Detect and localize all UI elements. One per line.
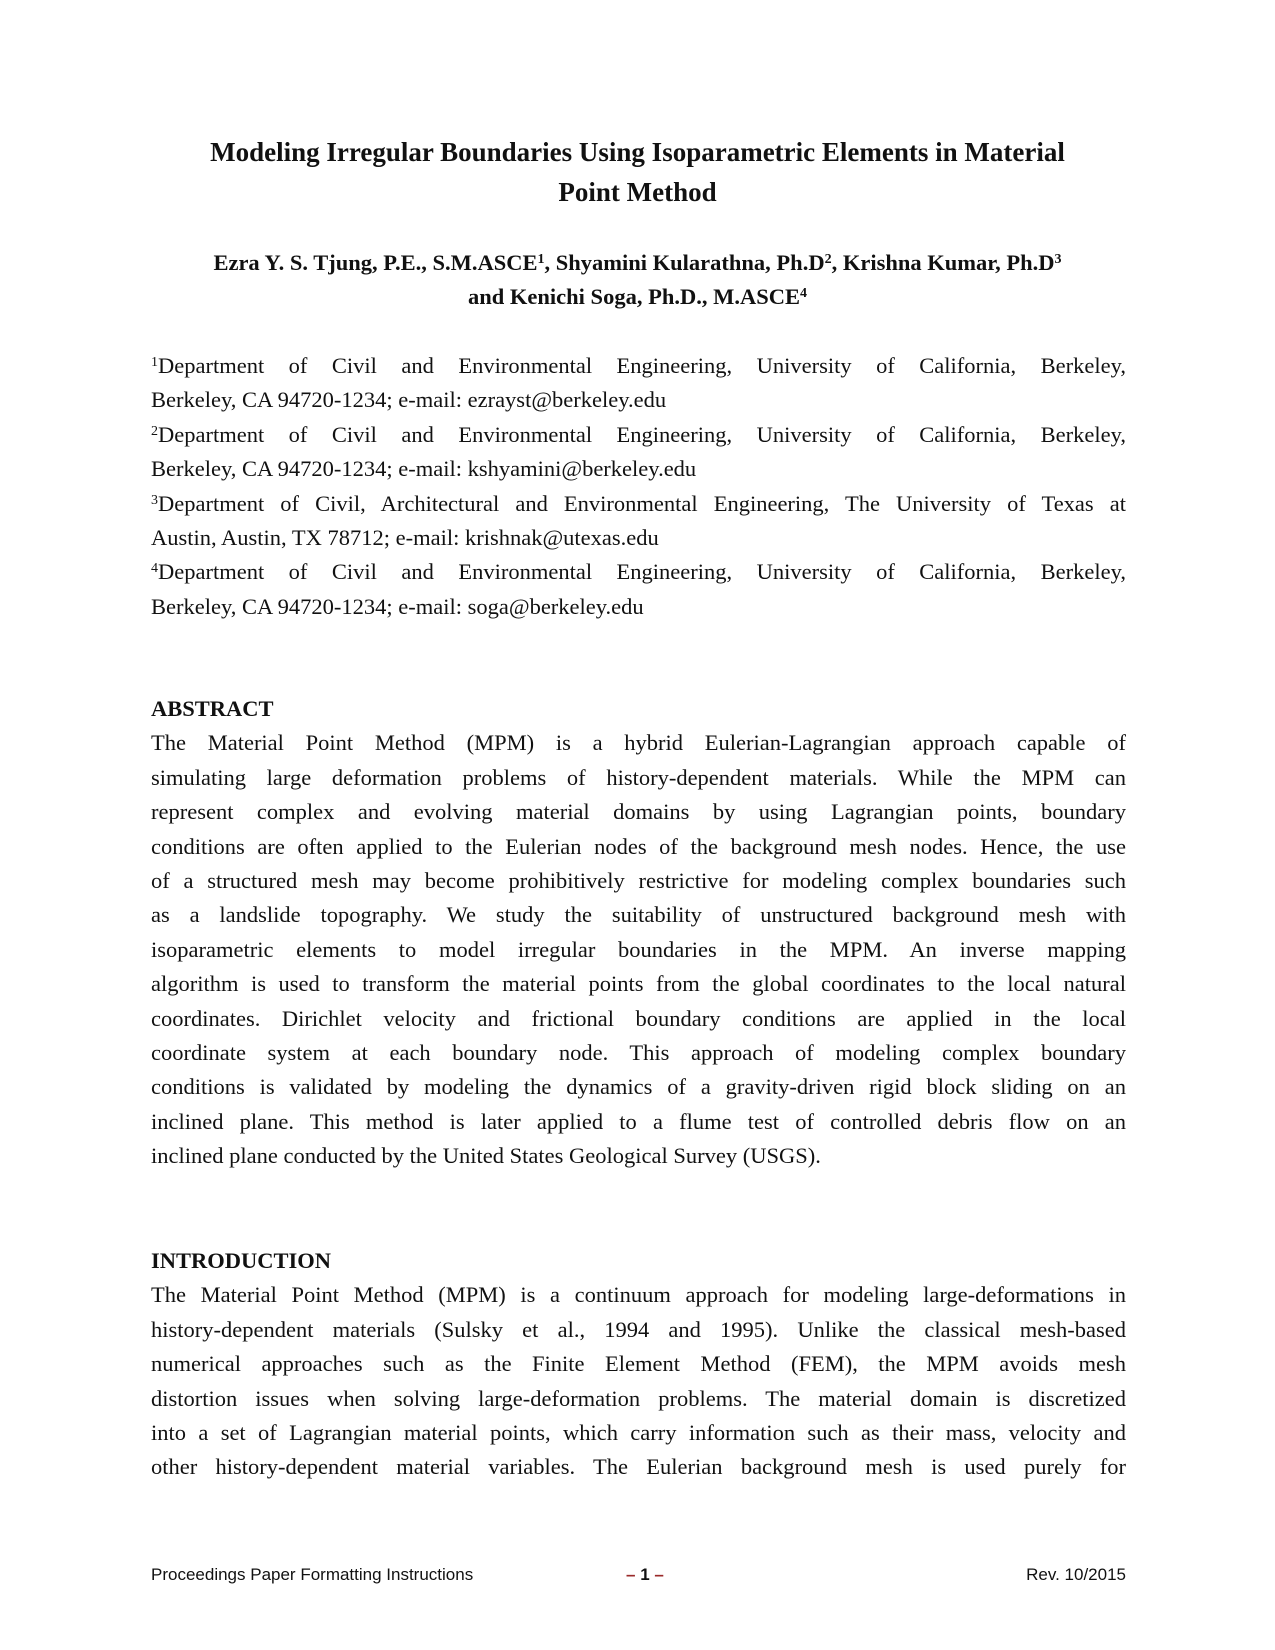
affiliations [151, 349, 1126, 624]
separator: , [544, 250, 556, 275]
affiliation-text: Department of Civil, Architectural and Environmental Engineering, The University of Texas at [158, 490, 1126, 516]
separator: , [831, 250, 843, 275]
abstract-heading: ABSTRACT [151, 696, 274, 721]
abstract-body [151, 726, 1126, 1173]
text-line: isoparametric elements to model irregular boundaries in the MPM. An inverse mapping [151, 936, 1126, 962]
affiliation-line [151, 521, 1126, 555]
text-line: other history-dependent material variables. The Eulerian background mesh is used purely for [151, 1454, 1126, 1480]
text-line: simulating large deformation problems of history-dependent materials. While the MPM can [151, 764, 1126, 790]
page-number [626, 1565, 664, 1585]
author-name: and Kenichi Soga, Ph.D., M.ASCE [468, 284, 800, 309]
title-line: Point Method [558, 177, 717, 207]
author-name: Krishna Kumar, Ph.D [842, 250, 1055, 275]
affiliation-line [151, 418, 1126, 452]
author-name: Ezra Y. S. Tjung, P.E., S.M.ASCE [213, 250, 538, 275]
text-line: inclined plane. This method is later applied to a flume test of controlled debris flow on an [151, 1108, 1126, 1134]
author-name: Shyamini Kularathna, Ph.D [555, 250, 825, 275]
introduction-body [151, 1278, 1126, 1484]
text-line: conditions are often applied to the Eulerian nodes of the background mesh nodes. Hence, the use [151, 833, 1126, 859]
author-line [0, 280, 1275, 314]
author-affil-sup: 2 [824, 252, 832, 267]
dash: – [626, 1565, 636, 1584]
affiliation-line [151, 590, 1126, 624]
affiliation-sup: 3 [151, 492, 158, 508]
affiliation-line [151, 349, 1126, 383]
author-list [0, 246, 1275, 314]
affiliation-line [151, 383, 1126, 417]
affiliation-line [151, 555, 1126, 589]
affiliation-line [151, 487, 1126, 521]
affiliation-text: Department of Civil and Environmental Engineering, University of California, Berkeley, [158, 559, 1126, 585]
author-affil-sup: 4 [799, 286, 807, 301]
affiliation-sup: 2 [151, 423, 158, 439]
title-line: Modeling Irregular Boundaries Using Isoparametric Elements in Material [210, 137, 1065, 167]
dash: – [654, 1565, 664, 1584]
abstract-section [151, 692, 1126, 1173]
affiliation-text: Austin, Austin, TX 78712; e-mail: krishnak@utexas.edu [151, 524, 659, 550]
text-line: into a set of Lagrangian material points, which carry information such as their mass, velocity and [151, 1419, 1126, 1445]
introduction-section [151, 1244, 1126, 1485]
text-line: The Material Point Method (MPM) is a hybrid Eulerian-Lagrangian approach capable of [151, 730, 1126, 756]
text-line: represent complex and evolving material domains by using Lagrangian points, boundary [151, 799, 1126, 825]
affiliation-text: Department of Civil and Environmental Engineering, University of California, Berkeley, [158, 353, 1126, 378]
text-line: coordinates. Dirichlet velocity and frictional boundary conditions are applied in the local [151, 1005, 1126, 1031]
text-line: coordinate system at each boundary node. This approach of modeling complex boundary [151, 1039, 1126, 1065]
text-line: history-dependent materials (Sulsky et al., 1994 and 1995). Unlike the classical mesh-based [151, 1316, 1126, 1342]
page-footer [151, 1565, 1126, 1593]
footer-revision: Rev. 10/2015 [1026, 1565, 1126, 1584]
page-number-value: 1 [640, 1565, 650, 1584]
paper-title [0, 132, 1275, 212]
author-affil-sup: 1 [537, 252, 545, 267]
affiliation-text: Berkeley, CA 94720-1234; e-mail: kshyamini@berkeley.edu [151, 456, 697, 482]
text-line: The Material Point Method (MPM) is a continuum approach for modeling large-deformations in [151, 1282, 1126, 1308]
text-line: of a structured mesh may become prohibitively restrictive for modeling complex boundaries such [151, 867, 1126, 893]
affiliation-text: Department of Civil and Environmental Engineering, University of California, Berkeley, [158, 421, 1126, 447]
text-line: distortion issues when solving large-deformation problems. The material domain is discretized [151, 1385, 1126, 1411]
author-line [0, 246, 1275, 280]
footer-left-text: Proceedings Paper Formatting Instructions [151, 1565, 474, 1584]
text-line: as a landslide topography. We study the suitability of unstructured background mesh with [151, 902, 1126, 928]
affiliation-sup: 1 [151, 355, 158, 370]
text-line: inclined plane conducted by the United States Geological Survey (USGS). [151, 1143, 821, 1169]
author-affil-sup: 3 [1054, 252, 1062, 267]
affiliation-sup: 4 [151, 561, 158, 577]
text-line: conditions is validated by modeling the dynamics of a gravity-driven rigid block sliding on an [151, 1074, 1126, 1100]
introduction-heading: INTRODUCTION [151, 1248, 332, 1273]
text-line: algorithm is used to transform the material points from the global coordinates to the local natural [151, 971, 1126, 997]
affiliation-text: Berkeley, CA 94720-1234; e-mail: soga@berkeley.edu [151, 593, 644, 619]
text-line: numerical approaches such as the Finite Element Method (FEM), the MPM avoids mesh [151, 1351, 1126, 1377]
affiliation-text: Berkeley, CA 94720-1234; e-mail: ezrayst@berkeley.edu [151, 387, 667, 413]
affiliation-line [151, 452, 1126, 486]
